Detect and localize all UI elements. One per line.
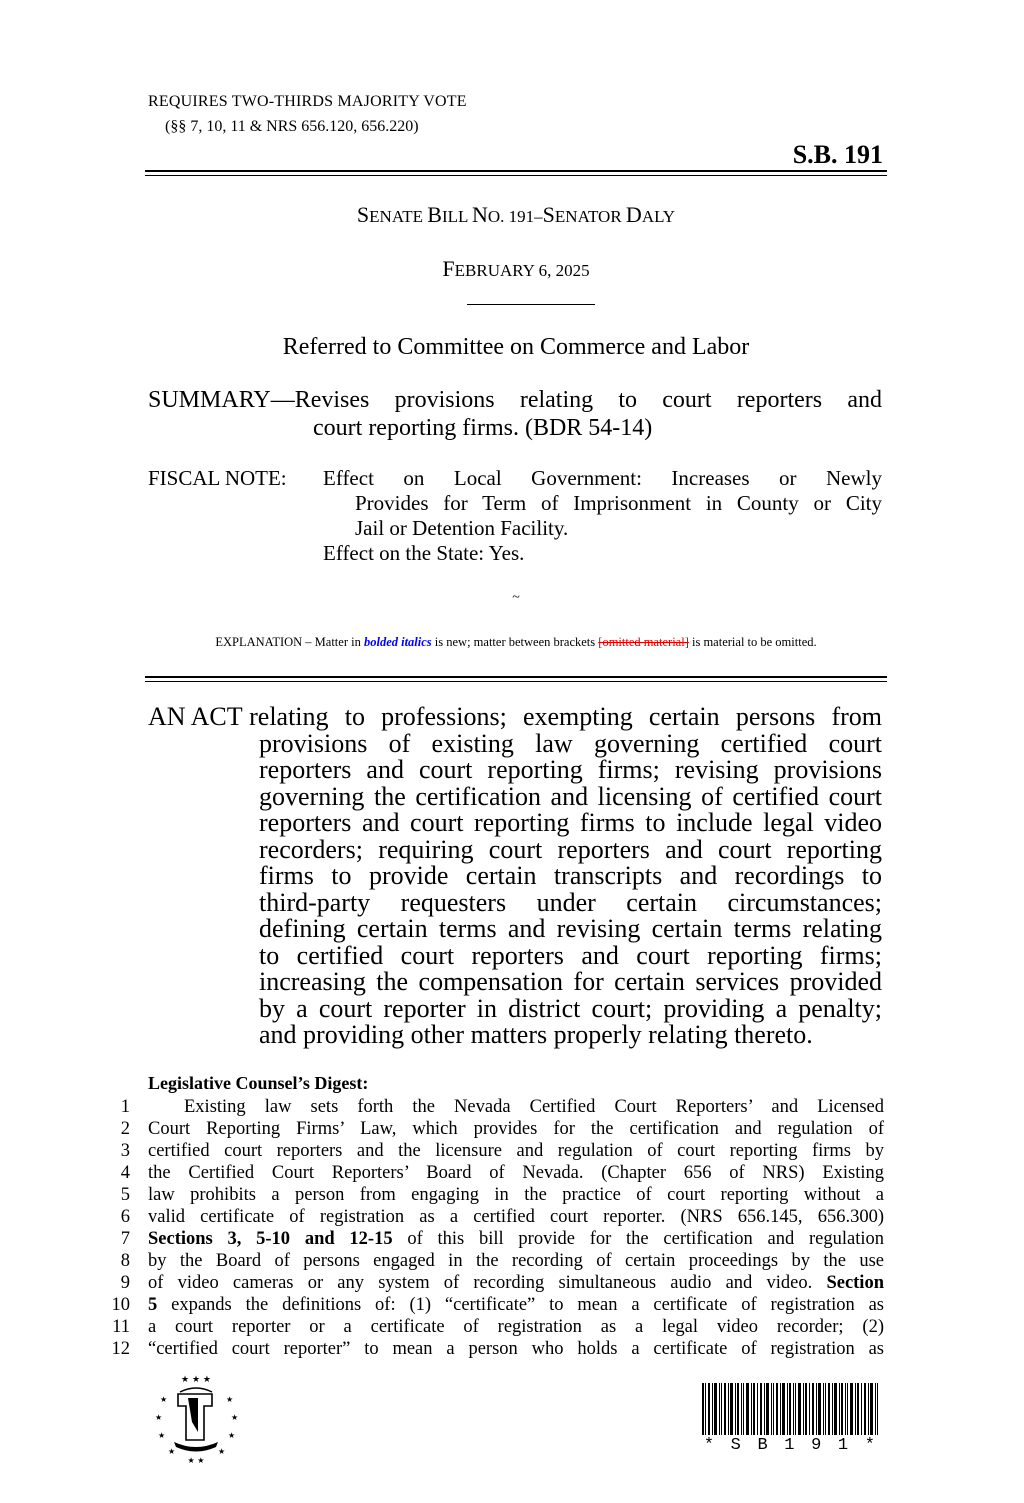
summary-line: court reporting firms. (BDR 54-14) <box>313 415 653 441</box>
act-line: defining certain terms and revising certain terms relating <box>259 914 882 943</box>
act-line: to certified court reporters and court reporting firms; <box>259 940 882 970</box>
committee-referral: Referred to Committee on Commerce and Labor <box>282 334 750 360</box>
act-line: by a court reporter in district court; providing a penalty; <box>259 993 882 1023</box>
digest-line: 12 “certified court reporter” to mean a person who holds a certificate of registration as <box>108 1338 884 1360</box>
requirement-note: REQUIRES TWO-THIRDS MAJORITY VOTE <box>148 93 467 110</box>
summary-line: SUMMARY—Revises provisions relating to court reporters and <box>148 387 882 413</box>
svg-text:★: ★ <box>160 1395 168 1404</box>
digest-line: 10 5 expands the definitions of: (1) “certificate” to mean a certificate of registration as <box>108 1294 884 1316</box>
svg-text:★ ★ ★: ★ ★ ★ <box>181 1375 211 1385</box>
act-lead: AN ACT <box>148 702 243 731</box>
line-number: 12 <box>111 1339 130 1359</box>
svg-text:★: ★ <box>231 1413 239 1422</box>
title-divider <box>467 304 595 305</box>
fiscal-label: FISCAL NOTE: <box>148 466 287 490</box>
line-number: 1 <box>120 1097 130 1117</box>
digest-line: 9 of video cameras or any system of recording simultaneous audio and video. Section <box>108 1272 884 1294</box>
digest-line: 8 by the Board of persons engaged in the recording of certain proceedings by the use <box>108 1250 884 1272</box>
line-number: 5 <box>120 1185 130 1205</box>
svg-text:★: ★ <box>158 1431 166 1440</box>
separator-tilde: ~ <box>512 590 520 605</box>
svg-text:★ ★: ★ ★ <box>187 1456 205 1464</box>
svg-text:★: ★ <box>155 1413 163 1422</box>
line-number: 8 <box>120 1251 130 1271</box>
fiscal-line: Effect on Local Government: Increases or Newly <box>323 466 882 490</box>
line-number: 3 <box>120 1141 130 1161</box>
barcode-label: * S B 1 9 1 * <box>703 1436 879 1455</box>
act-line: and providing other matters properly relating thereto. <box>259 1020 813 1049</box>
summary <box>148 386 882 442</box>
bill-date: FEBRUARY 6, 2025 <box>442 256 590 281</box>
digest-line: 7 Sections 3, 5-10 and 12-15 of this bill provide for the certification and regulation <box>108 1228 884 1250</box>
svg-text:★: ★ <box>228 1431 236 1440</box>
digest-line: 1 Existing law sets forth the Nevada Certified Court Reporters’ and Licensed <box>108 1096 884 1118</box>
act-line: third-party requesters under certain circumstances; <box>259 887 882 917</box>
nevada-legislature-seal-icon <box>150 1372 242 1464</box>
act-line: governing the certification and licensing of certified court <box>259 781 882 811</box>
line-number: 11 <box>112 1317 130 1337</box>
explanation-note: EXPLANATION – Matter in bolded italics is new; matter between brackets [omitted material] is material to be omitted. <box>215 635 817 649</box>
digest-line: 11 a court reporter or a certificate of registration as a legal video recorder; (2) <box>108 1316 884 1338</box>
bill-number: S.B. 191 <box>792 140 883 169</box>
fiscal-note <box>148 466 882 566</box>
line-number: 7 <box>120 1229 130 1249</box>
act-line: provisions of existing law governing certified court <box>259 728 882 758</box>
line-number: 10 <box>111 1295 130 1315</box>
line-number: 9 <box>120 1273 130 1293</box>
act-line: recorders; requiring court reporters and court reporting <box>259 834 882 864</box>
bill-title: SENATE BILL NO. 191–SENATOR DALY <box>356 202 676 227</box>
digest-line: 5 law prohibits a person from engaging in the practice of court reporting without a <box>108 1184 884 1206</box>
barcode-icon <box>702 1383 878 1435</box>
requirement-sections: (§§ 7, 10, 11 & NRS 656.120, 656.220) <box>165 118 419 135</box>
explanation-double-rule <box>145 676 887 682</box>
act-line: firms to provide certain transcripts and recordings to <box>259 861 882 890</box>
digest-title: Legislative Counsel’s Digest: <box>148 1073 369 1093</box>
digest-line: 3 certified court reporters and the licensure and regulation of court reporting firms by <box>108 1140 884 1162</box>
fiscal-line: Effect on the State: Yes. <box>323 541 525 565</box>
line-number: 2 <box>120 1119 130 1139</box>
act-text <box>148 704 882 1049</box>
svg-text:★: ★ <box>226 1395 234 1404</box>
fiscal-line: Provides for Term of Imprisonment in County or City <box>355 491 882 515</box>
fiscal-line: Jail or Detention Facility. <box>355 516 569 540</box>
header-double-rule <box>145 170 887 176</box>
svg-text:★: ★ <box>168 1447 176 1456</box>
digest-line: 2 Court Reporting Firms’ Law, which provides for the certification and regulation of <box>108 1118 884 1140</box>
digest-text <box>108 1096 884 1360</box>
digest-line: 4 the Certified Court Reporters’ Board of Nevada. (Chapter 656 of NRS) Existing <box>108 1162 884 1184</box>
act-line: relating to professions; exempting certain persons from <box>249 702 882 731</box>
digest-line: 6 valid certificate of registration as a certified court reporter. (NRS 656.145, 656.300) <box>108 1206 884 1228</box>
act-line: reporters and court reporting firms to include legal video <box>259 808 882 837</box>
svg-text:★: ★ <box>218 1447 226 1456</box>
act-line: reporters and court reporting firms; revising provisions <box>259 755 882 784</box>
act-line: increasing the compensation for certain services provided <box>259 967 882 996</box>
line-number: 4 <box>120 1163 130 1183</box>
line-number: 6 <box>120 1207 130 1227</box>
